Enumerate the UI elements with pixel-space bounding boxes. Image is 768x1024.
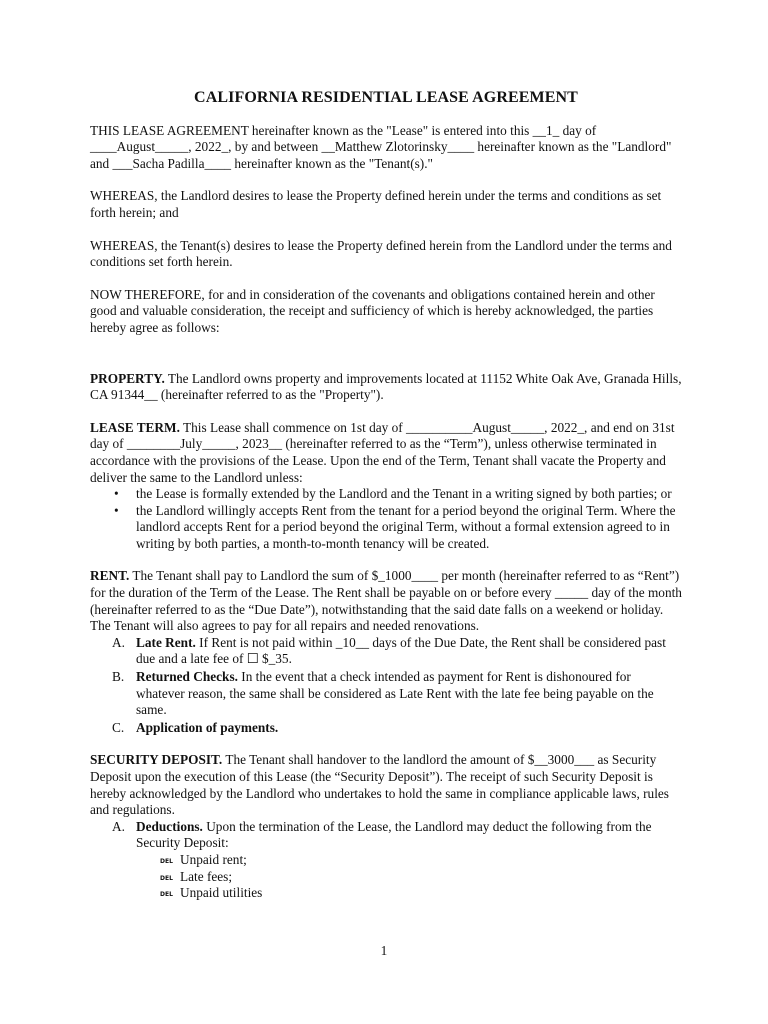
intro-paragraph: THIS LEASE AGREEMENT hereinafter known as the "Lease" is entered into this __1_ day of ____August_____, 2022_, by and between __Matthew Zlotorinsky____ hereinafter known as the "Landlord" and ___Sacha Padilla____ hereinafter known as the "Tenant(s)." [90,122,672,171]
page-number: 1 [380,943,388,958]
deduction-item [136,869,682,886]
application-of-payments-item [90,720,682,737]
deduction-item [136,885,682,902]
lease-term-text: This Lease shall commence on 1st day of __________August_____, 2022_, and end on 31st day of ________July_____, 2023__ (hereinafter referred to as the “Term”), unless otherwise terminated in accordance with the provisions of the Lease. Upon the end of the Term, Tenant shall vacate the Property and deliver the same to the Landlord unless: [90,419,675,485]
property-section [90,371,682,404]
returned-checks-item [90,669,682,719]
lease-term-condition-item: • the Landlord willingly accepts Rent from the tenant for a period beyond the original Term. Where the landlord accepts Rent for a period beyond the original Term, without a formal extension agreed to in writing by both parties, a month-to-month tenancy will be created. [90,503,682,553]
security-deposit-heading: SECURITY DEPOSIT. [90,752,223,768]
deduction-item [136,852,682,869]
now-therefore-paragraph: NOW THEREFORE, for and in consideration of the covenants and obligations contained herein and other good and valuable consideration, the receipt and sufficiency of which is hereby acknowledged, the parties hereby agree as follows: [90,286,655,335]
deductions-heading: Deductions. [136,818,203,834]
list-marker: C. [112,719,125,735]
security-deposit-text: The Tenant shall handover to the landlord the amount of $__3000___ as Security Deposit upon the execution of this Lease (the “Security Deposit”). The receipt of such Security Deposit is hereby acknowledged by the Landlord who undertakes to hold the same in compliance applicable laws, rules and regulations. [90,752,669,818]
del-bullet-icon: DEL [160,891,173,899]
rent-subsections [90,635,682,737]
deductions-list [136,852,682,902]
lease-term-conditions [90,486,682,552]
document-title: CALIFORNIA RESIDENTIAL LEASE AGREEMENT [194,89,578,106]
lease-term-paragraph [90,420,682,486]
deductions-text: Upon the termination of the Lease, the Landlord may deduct the following from the Security Deposit: [136,818,652,851]
del-bullet-icon: DEL [160,857,173,865]
deductions-item [90,819,682,902]
application-of-payments-heading: Application of payments. [136,719,279,735]
whereas-landlord-paragraph: WHEREAS, the Landlord desires to lease the Property defined herein under the terms and conditions as set forth herein; and [90,188,662,220]
rent-paragraph [90,568,682,634]
late-rent-heading: Late Rent. [136,634,196,650]
lease-term-heading: LEASE TERM. [90,419,180,435]
list-marker: A. [112,818,125,834]
list-marker: B. [112,669,125,685]
returned-checks-heading: Returned Checks. [136,669,238,685]
lease-term-condition-item: • the Lease is formally extended by the Landlord and the Tenant in a writing signed by both parties; or [90,486,682,503]
security-deposit-paragraph [90,752,682,818]
security-deposit-section [90,752,682,901]
rent-text: The Tenant shall pay to Landlord the sum of $_1000____ per month (hereinafter referred to as “Rent”) for the duration of the Term of the Lease. The Rent shall be payable on or before every _____ day of the month (hereinafter referred to as the “Due Date”), notwithstanding that the said date falls on a weekend or holiday. The Tenant will also agrees to pay for all repairs and needed renovations. [90,568,682,634]
list-marker: A. [112,634,125,650]
deduction-item-text: Unpaid utilities [180,885,263,901]
del-bullet-icon: DEL [160,874,173,882]
lease-term-section [90,420,682,553]
deduction-item-text: Late fees; [180,868,233,884]
property-text: The Landlord owns property and improvements located at 11152 White Oak Ave, Granada Hills, CA 91344__ (hereinafter referred to as the "Property"). [90,370,682,403]
whereas-tenant-paragraph: WHEREAS, the Tenant(s) desires to lease the Property defined herein from the Landlord under the terms and conditions set forth herein. [90,237,672,270]
late-rent-text: If Rent is not paid within _10__ days of the Due Date, the Rent shall be considered past due and a late fee of ☐ $_35. [136,634,666,667]
rent-heading: RENT. [90,568,130,584]
late-rent-item [90,635,682,668]
rent-section [90,568,682,736]
security-deposit-subsections [90,819,682,902]
returned-checks-text: In the event that a check intended as payment for Rent is dishonoured for whatever reason, the same shall be considered as Late Rent with the late fee being payable on the same. [136,669,654,718]
property-heading: PROPERTY. [90,370,165,386]
deduction-item-text: Unpaid rent; [180,851,247,867]
